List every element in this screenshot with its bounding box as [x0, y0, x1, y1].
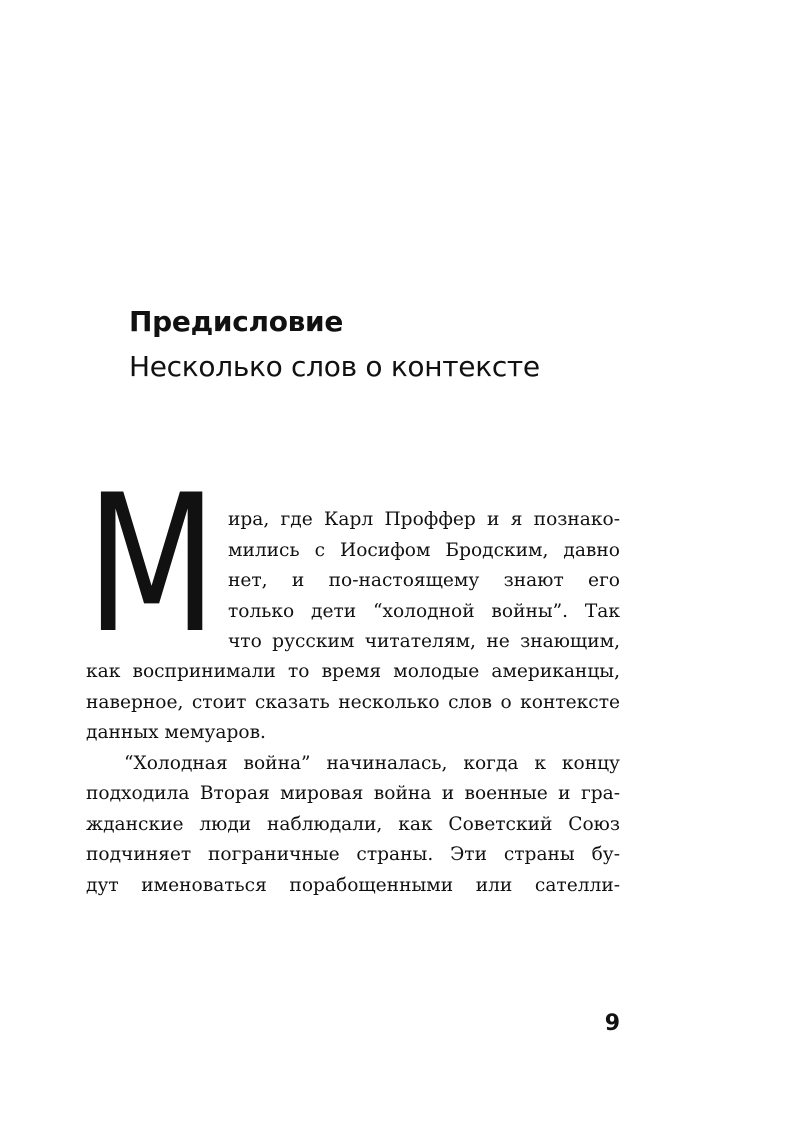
drop-cap: М	[86, 454, 218, 675]
chapter-title: Предисловие	[129, 305, 344, 338]
text-line: ира, где Карл Проффер и я познако-	[228, 509, 620, 530]
text-line: подходила Вторая мировая война и военные и гра-	[86, 783, 620, 804]
text-line: нет, и по-настоящему знают его	[228, 570, 620, 591]
text-line: наверное, стоит сказать несколько слов о контексте	[86, 692, 620, 713]
text-line: “Холодная война” начиналась, когда к концу	[124, 753, 620, 774]
text-line: что русским читателям, не знающим,	[228, 631, 620, 652]
page-number: 9	[604, 1011, 620, 1036]
chapter-subtitle: Несколько слов о контексте	[129, 350, 540, 383]
text-line: только дети “холодной войны”. Так	[228, 601, 620, 622]
text-line: жданские люди наблюдали, как Советский Союз	[86, 814, 620, 835]
text-line: мились с Иосифом Бродским, давно	[228, 540, 620, 561]
text-line: как воспринимали то время молодые американцы,	[86, 661, 620, 682]
text-line: дут именоваться порабощенными или сателли-	[86, 875, 620, 896]
text-line: данных мемуаров.	[86, 722, 266, 743]
text-line: подчиняет пограничные страны. Эти страны бу-	[86, 844, 620, 865]
